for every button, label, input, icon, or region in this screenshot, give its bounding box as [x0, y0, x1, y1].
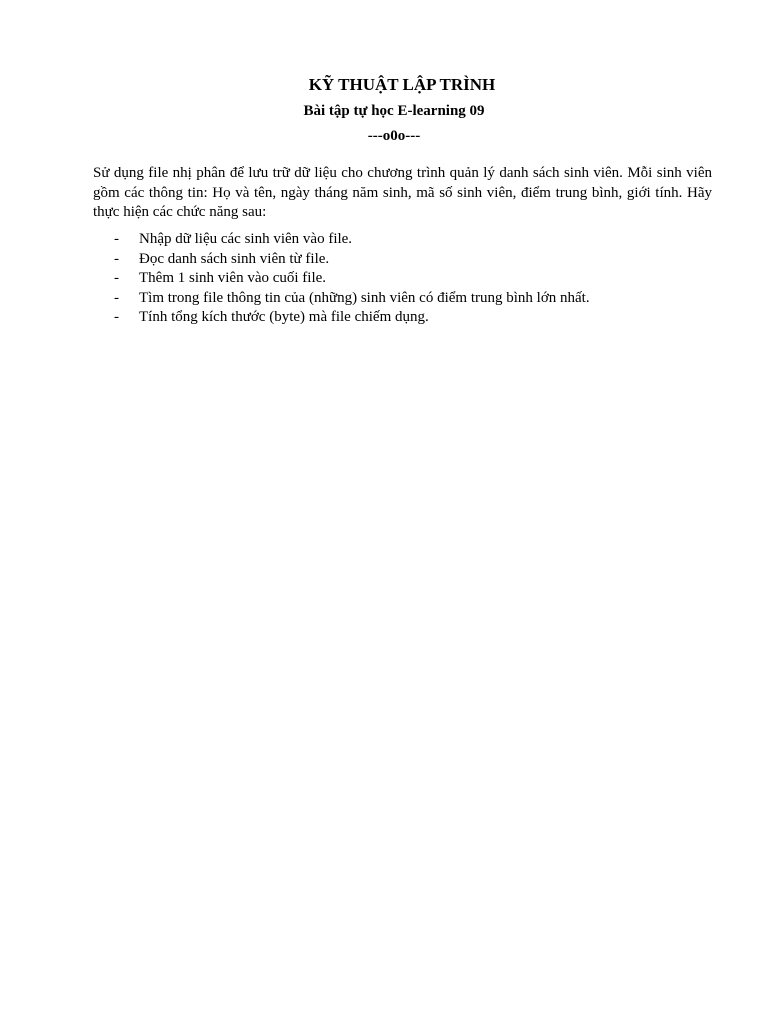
list-bullet: -: [114, 250, 119, 267]
list-bullet: -: [114, 231, 119, 247]
list-item: [114, 230, 714, 250]
intro-paragraph: Sử dụng file nhị phân để lưu trữ dữ liệu cho chương trình quản lý danh sách sinh viên. Mỗi sinh viên gồm các thông tin: Họ và tên, ngày tháng năm sinh, mã số sinh viên, điểm trung bình, giới tính. Hãy thực hiện các chức năng sau:: [93, 165, 712, 220]
list-bullet: -: [114, 270, 119, 286]
list-bullet: -: [114, 309, 119, 325]
document-subtitle: Bài tập tự học E-learning 09: [303, 103, 485, 119]
list-item: [114, 308, 714, 328]
task-text: Tìm trong file thông tin của (những) sinh viên có điểm trung bình lớn nhất.: [139, 289, 590, 306]
list-item: [114, 289, 714, 309]
task-text: Đọc danh sách sinh viên từ file.: [139, 250, 330, 267]
task-text: Nhập dữ liệu các sinh viên vào file.: [139, 231, 353, 247]
document-title: KỸ THUẬT LẬP TRÌNH: [308, 75, 496, 94]
list-item: [114, 269, 714, 289]
list-bullet: -: [114, 289, 119, 306]
title-separator: ---o0o---: [367, 128, 421, 144]
list-item: [114, 250, 714, 270]
task-text: Thêm 1 sinh viên vào cuối file.: [139, 270, 327, 286]
task-text: Tính tổng kích thước (byte) mà file chiếm dụng.: [139, 309, 429, 325]
task-list: [114, 230, 714, 328]
